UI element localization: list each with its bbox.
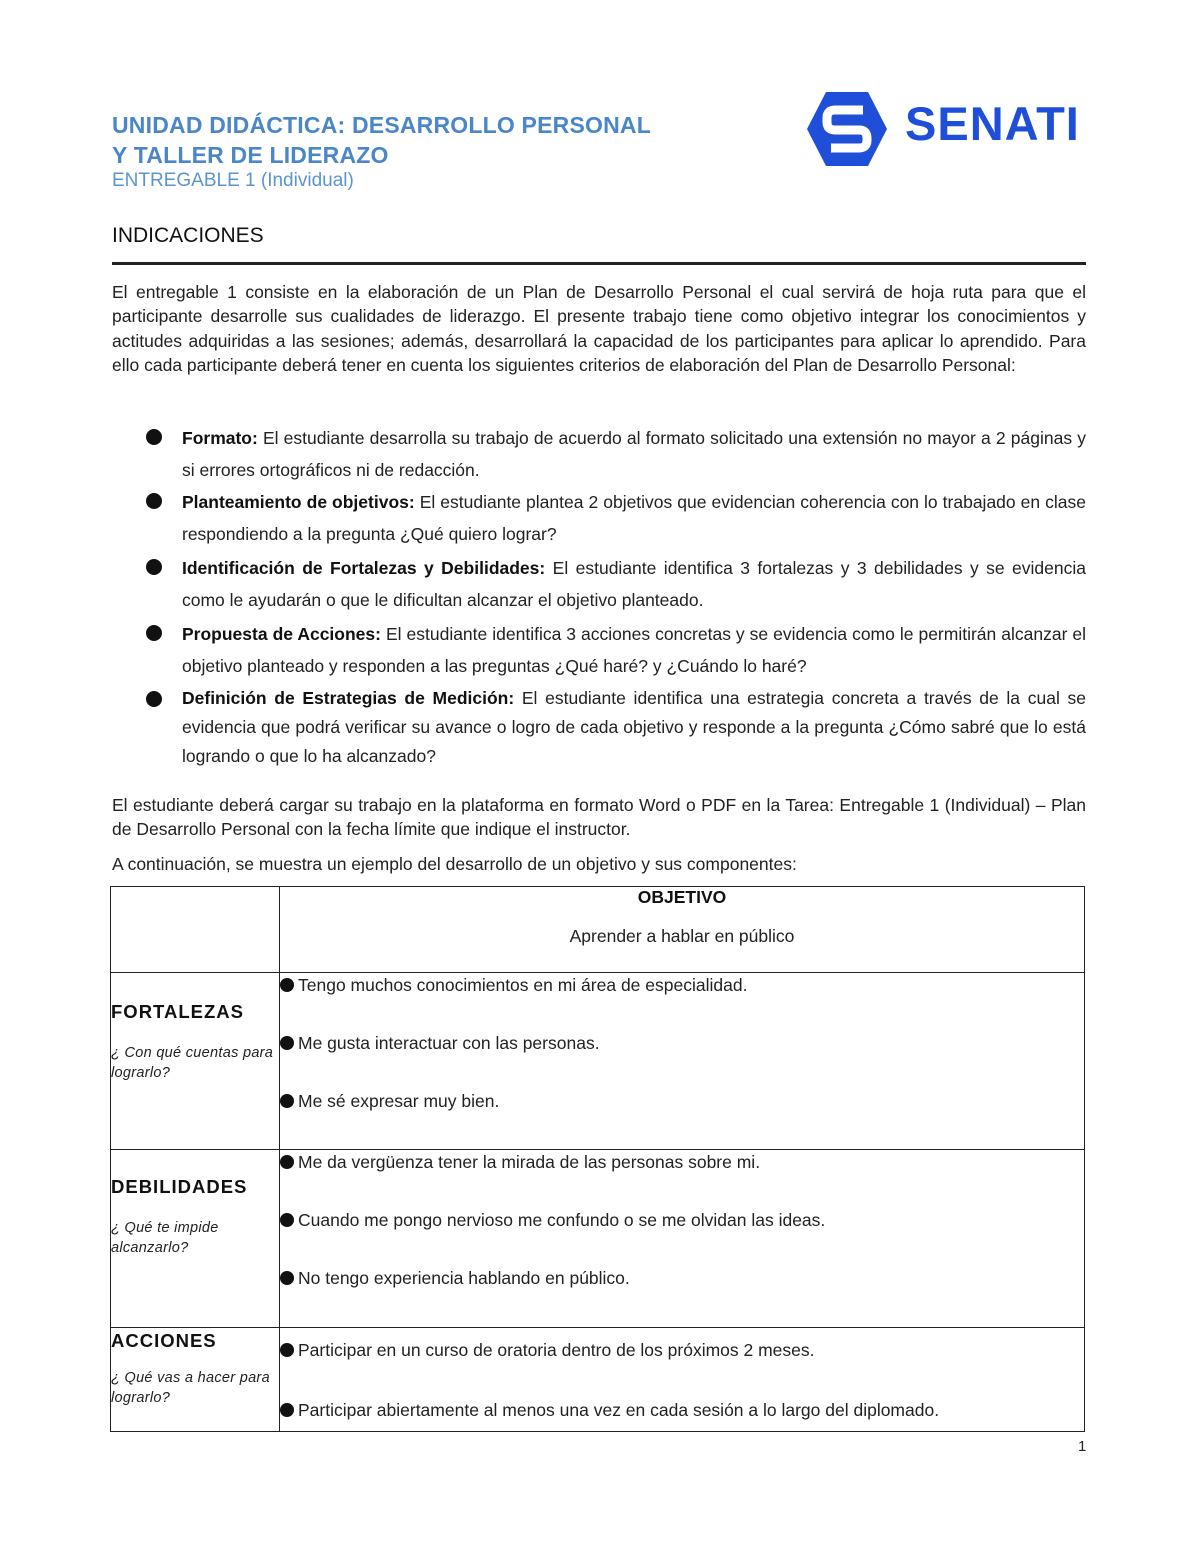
page-number: 1 [1078,1438,1087,1455]
criterion-text: El estudiante plantea 2 objetivos que evidencian coherencia con lo trabajado en clase respondiendo a la pregunta ¿Qué quiero lograr? [182,492,1086,544]
list-item: Participar abiertamente al menos una vez en cada sesión a lo largo del diplomado. [280,1398,1084,1422]
bullet-icon [146,559,162,575]
weaknesses-title: DEBILIDADES [111,1176,248,1197]
example-intro: A continuación, se muestra un ejemplo del desarrollo de un objetivo y sus componentes: [112,854,797,874]
objective-text: Aprender a hablar en público [569,926,795,946]
bullet-icon [146,625,162,641]
intro-paragraph: El entregable 1 consiste en la elaboración de un Plan de Desarrollo Personal el cual servirá de hoja ruta para que el participante desarrolle sus cualidades de liderazgo. El presente trabajo tiene como objetivo integrar los conocimientos y actitudes adquiridas a las sesiones; además, desarrollará la capacidad de los participantes para aplicar lo aprendido. Para ello cada participante deberá tener en cuenta los siguientes criterios de elaboración del Plan de Desarrollo Personal: [112,282,1086,375]
bullet-icon [146,493,162,509]
list-item: Cuando me pongo nervioso me confundo o se me olvidan las ideas. [280,1208,1084,1232]
strengths-items-cell [280,973,1085,1150]
strengths-title: FORTALEZAS [111,1001,244,1022]
deliverable-subtitle: ENTREGABLE 1 (Individual) [112,170,354,191]
list-item: Me gusta interactuar con las personas. [280,1031,1084,1055]
actions-question: ¿ Qué vas a hacer para lograrlo? [111,1370,270,1406]
table-row [111,973,1085,1150]
table-corner-cell [111,887,280,973]
section-divider [112,262,1086,265]
objective-heading: OBJETIVO [637,887,727,907]
bullet-icon [280,1213,294,1227]
section-title: INDICACIONES [112,224,264,247]
criterion-text: El estudiante desarrolla su trabajo de acuerdo al formato solicitado una extensión no mayor a 2 páginas y si errores ortográficos ni de redacción. [182,428,1086,480]
bullet-icon [146,429,162,445]
strengths-question: ¿ Con qué cuentas para lograrlo? [111,1045,274,1081]
criterion-text: El estudiante identifica 3 fortalezas y 3 debilidades y se evidencia como le ayudarán o que le dificultan alcanzar el objetivo planteado. [182,558,1086,610]
bullet-icon [146,691,162,707]
criterion-text: El estudiante identifica 3 acciones concretas y se evidencia como le permitirán alcanzar el objetivo planteado y responden a las preguntas ¿Qué haré? y ¿Cuándo lo haré? [182,624,1086,676]
bullet-icon [280,1155,294,1169]
senati-logo-mark [805,90,889,168]
list-item: Participar en un curso de oratoria dentro de los próximos 2 meses. [280,1338,1084,1362]
criterion-label: Propuesta de Acciones: [182,624,381,644]
bullet-icon [280,1036,294,1050]
bullet-icon [280,1403,294,1417]
criterion-text: El estudiante identifica una estrategia concreta a través de la cual se evidencia que podrá verificar su avance o logro de cada objetivo y responde a la pregunta ¿Cómo sabré que lo está logrando o que lo ha alcanzado? [182,688,1086,766]
table-row [111,1328,1085,1432]
list-item: Tengo muchos conocimientos en mi área de especialidad. [280,973,1084,997]
table-row [111,887,1085,973]
criterion-label: Identificación de Fortalezas y Debilidades: [182,558,546,578]
objective-cell [280,887,1085,973]
list-item: Me da vergüenza tener la mirada de las personas sobre mi. [280,1150,1084,1174]
objective-table [110,886,1085,1432]
list-item: Me sé expresar muy bien. [280,1089,1084,1113]
table-row [111,1150,1085,1328]
strengths-label-cell [111,973,280,1150]
weaknesses-items-cell [280,1150,1085,1328]
list-item: No tengo experiencia hablando en público. [280,1266,1084,1290]
senati-logo [805,90,1095,168]
bullet-icon [280,1343,294,1357]
criterion-label: Formato: [182,428,258,448]
bullet-icon [280,1094,294,1108]
criterion-label: Definición de Estrategias de Medición: [182,688,515,708]
weaknesses-question: ¿ Qué te impide alcanzarlo? [111,1220,219,1256]
weaknesses-label-cell [111,1150,280,1328]
senati-logo-text: SENATI [905,97,1080,150]
bullet-icon [280,1271,294,1285]
actions-title: ACCIONES [111,1330,217,1351]
actions-label-cell [111,1328,280,1432]
unit-title-line2: Y TALLER DE LIDERAZO [112,142,389,168]
actions-items-cell [280,1328,1085,1432]
upload-paragraph: El estudiante deberá cargar su trabajo en la plataforma en formato Word o PDF en la Tarea: Entregable 1 (Individual) – Plan de Desarrollo Personal con la fecha límite que indique el instructor. [112,795,1086,840]
unit-title-line1: UNIDAD DIDÁCTICA: DESARROLLO PERSONAL [112,112,651,138]
criterion-label: Planteamiento de objetivos: [182,492,415,512]
bullet-icon [280,978,294,992]
